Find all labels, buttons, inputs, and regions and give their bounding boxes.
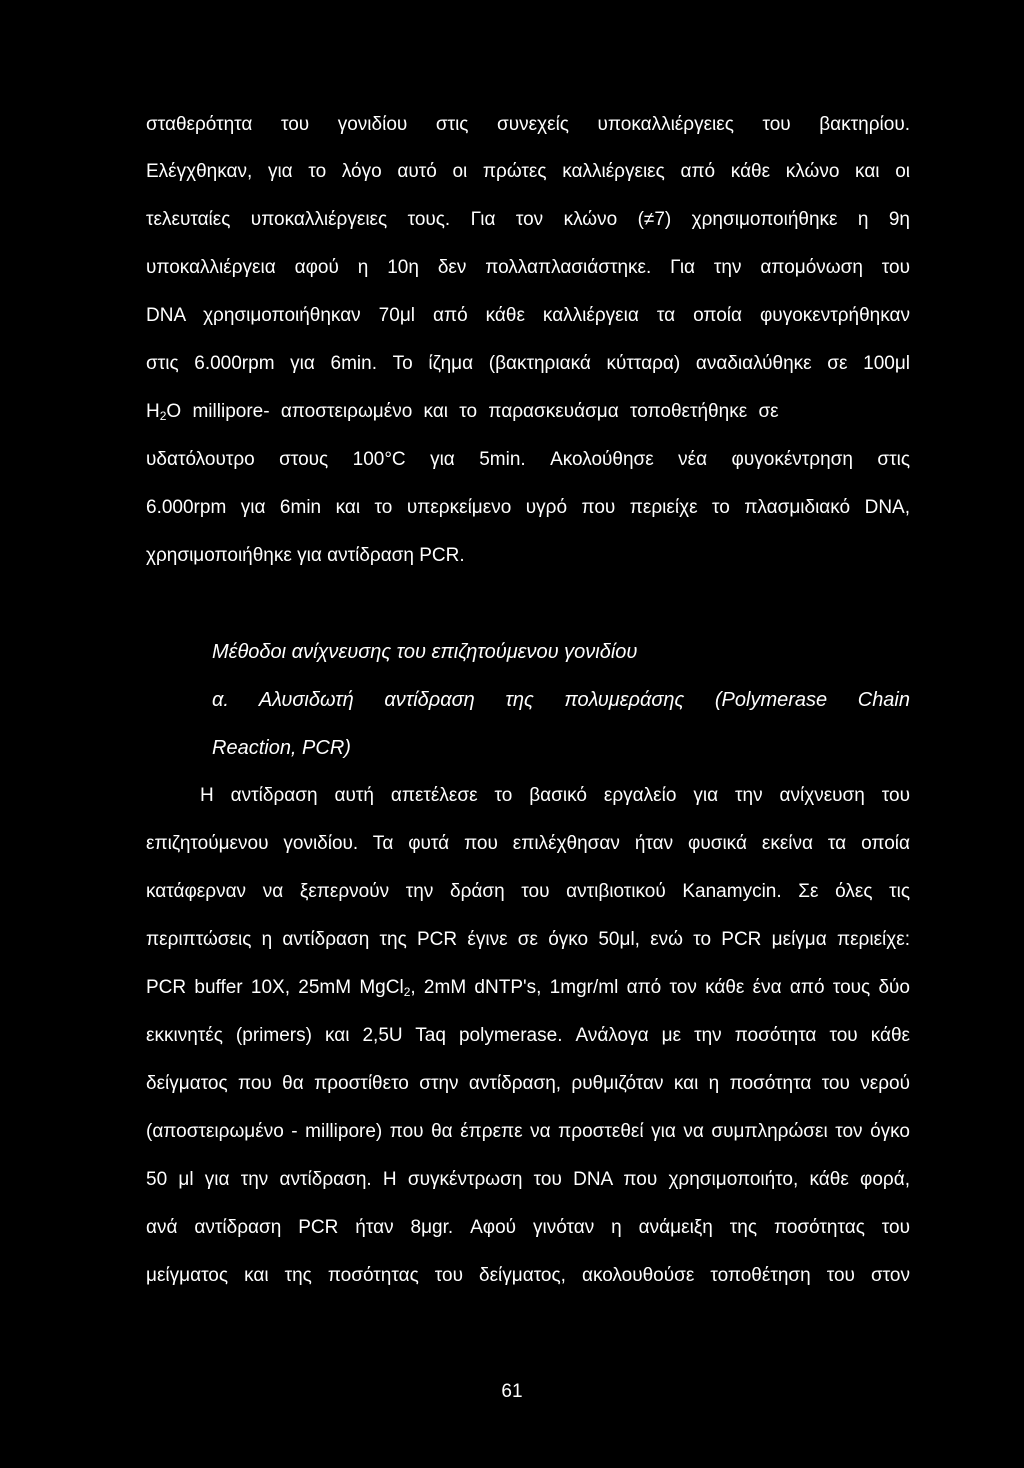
formula-h: H [146, 401, 160, 422]
formula-subscript: 2 [159, 409, 167, 423]
page-number: 61 [501, 1381, 523, 1402]
text-line: στις 6.000rpm για 6min. Το ίζημα (βακτηριακά κύτταρα) αναδιαλύθηκε σε 100μl [146, 353, 910, 374]
section-heading: Μέθοδοι ανίχνευσης του επιζητούμενου γονιδίου [212, 641, 638, 663]
subsection-heading-cont: Reaction, PCR) [212, 737, 351, 759]
text-line: μείγματος και της ποσότητας του δείγματος, ακολουθούσε τοποθέτηση του στον [146, 1265, 910, 1286]
text-line: υποκαλλιέργεια αφού η 10η δεν πολλαπλασιάστηκε. Για την απομόνωση του [146, 257, 910, 278]
text-line: εκκινητές (primers) και 2,5U Taq polymerase. Ανάλογα με την ποσότητα του κάθε [146, 1025, 910, 1046]
text-line: περιπτώσεις η αντίδραση της PCR έγινε σε όγκο 50μl, ενώ το PCR μείγμα περιείχε: [146, 929, 910, 950]
text-line: 6.000rpm για 6min και το υπερκείμενο υγρό που περιείχε το πλασμιδιακό DNA, [146, 497, 910, 518]
text-line: DNA χρησιμοποιήθηκαν 70μl από κάθε καλλιέργεια τα οποία φυγοκεντρήθηκαν [146, 305, 910, 326]
text-line: τελευταίες υποκαλλιέργειες τους. Για τον κλώνο (≠7) χρησιμοποιήθηκε η 9η [146, 209, 910, 230]
text-line: κατάφερναν να ξεπερνούν την δράση του αντιβιοτικού Kanamycin. Σε όλες τις [146, 881, 910, 902]
text-line: ανά αντίδραση PCR ήταν 8μgr. Αφού γινόταν η ανάμειξη της ποσότητας του [146, 1217, 910, 1238]
text-line-mgcl [146, 976, 910, 1000]
text-line: 50 μl για την αντίδραση. Η συγκέντρωση του DNA που χρησιμοποιήτο, κάθε φορά, [146, 1169, 910, 1190]
formula-subscript: 2 [403, 985, 411, 999]
text-line: σταθερότητα του γονιδίου στις συνεχείς υποκαλλιέργειες του βακτηρίου. [146, 114, 910, 135]
text-line: χρησιμοποιήθηκε για αντίδραση PCR. [146, 545, 465, 566]
mgcl-before: PCR buffer 10X, 25mM MgCl [146, 977, 404, 998]
text-line: δείγματος που θα προστίθετο στην αντίδραση, ρυθμιζόταν και η ποσότητα του νερού [146, 1073, 910, 1094]
text-line: Η αντίδραση αυτή απετέλεσε το βασικό εργαλείο για την ανίχνευση του [200, 785, 910, 806]
subsection-heading: α. Αλυσιδωτή αντίδραση της πολυμεράσης (Polymerase Chain [212, 689, 910, 711]
formula-rest: O millipore- αποστειρωμένο και το παρασκευάσμα τοποθετήθηκε σε [166, 401, 779, 422]
text-line: επιζητούμενου γονιδίου. Τα φυτά που επιλέχθησαν ήταν φυσικά εκείνα τα οποία [146, 833, 910, 854]
text-line: Ελέγχθηκαν, για το λόγο αυτό οι πρώτες καλλιέργειες από κάθε κλώνο και οι [146, 161, 910, 182]
text-line-h2o [146, 400, 910, 424]
text-line: υδατόλουτρο στους 100°C για 5min. Ακολούθησε νέα φυγοκέντρηση στις [146, 449, 910, 470]
text-line: (αποστειρωμένο - millipore) που θα έπρεπε να προστεθεί για να συμπληρώσει τον όγκο [146, 1121, 910, 1142]
mgcl-after: , 2mM dNTP's, 1mgr/ml από τον κάθε ένα από τους δύο [410, 977, 911, 998]
